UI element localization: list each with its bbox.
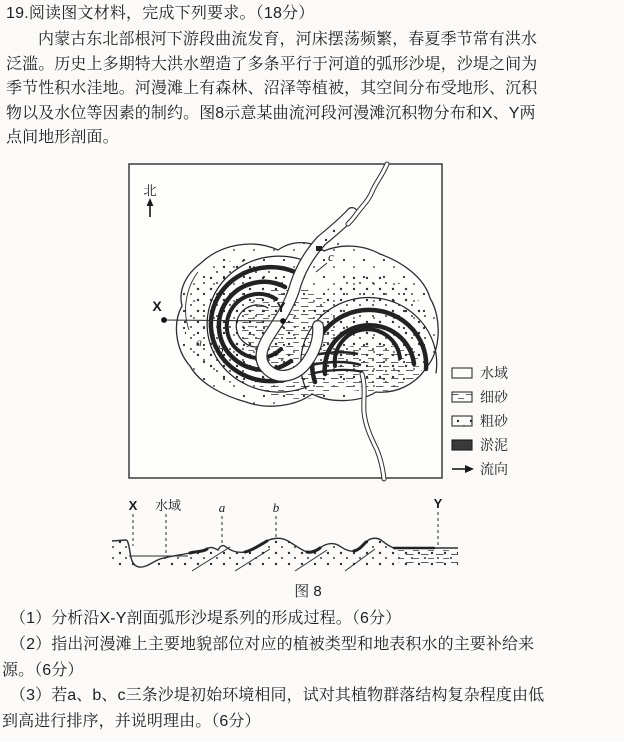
sub-question-1: （1）分析沿X-Y剖面弧形沙堤系列的形成过程。（6分） <box>10 610 402 627</box>
point-y <box>280 318 286 324</box>
legend-item-water <box>452 365 508 381</box>
map-y-label: Y <box>276 299 286 315</box>
profile-x-label: X <box>128 498 138 513</box>
water-swatch-icon <box>452 368 472 378</box>
sub-question-2-cont: 源。（6分） <box>2 661 84 679</box>
intro-line: 季节性积水洼地。河漫滩上有森林、沼泽等植被，其空间分布受地形、沉积 <box>6 80 538 97</box>
figure-8 <box>0 160 624 606</box>
point-x <box>161 317 167 323</box>
legend-label: 水域 <box>480 365 508 381</box>
meander-map <box>129 164 442 479</box>
map-c-label: c <box>328 249 334 264</box>
sub-question-3-cont: 到高进行排序，并说明理由。（6分） <box>2 713 261 731</box>
intro-line: 点间地形剖面。 <box>6 129 119 146</box>
sub-question-3: （3）若a、b、c三条沙堤初始环境相同，试对其植物群落结构复杂程度由低 <box>10 687 545 705</box>
fine-sand-swatch-icon <box>452 392 472 402</box>
intro-line: 物以及水位等因素的制约。图8示意某曲流河段河漫滩沉积物分布和X、Y两 <box>6 104 536 122</box>
sub-questions <box>0 606 624 735</box>
coarse-sand-swatch-icon <box>452 416 472 426</box>
silt-swatch-icon <box>452 440 472 450</box>
terrain-profile <box>112 496 458 571</box>
profile-b-label: b <box>272 500 280 515</box>
legend-label: 细砂 <box>480 389 508 405</box>
question-header: 19.阅读图文材料，完成下列要求。（18分） <box>6 5 315 22</box>
legend-item-coarse-sand <box>452 413 509 429</box>
sub-question-2: （2）指出河漫滩上主要地貌部位对应的植被类型和地表积水的主要补给来 <box>10 635 535 653</box>
north-label: 北 <box>143 183 157 198</box>
profile-a-label: a <box>218 500 226 515</box>
intro-line: 泛滥。历史上多期特大洪水塑造了多条平行于河道的弧形沙堤，沙堤之间为 <box>6 55 538 73</box>
legend-item-silt <box>452 437 508 453</box>
legend-label: 淤泥 <box>480 437 508 453</box>
legend-item-fine-sand <box>452 389 509 405</box>
map-b-label: b <box>217 342 224 357</box>
legend-label: 流向 <box>480 461 508 477</box>
legend-label: 粗砂 <box>480 413 508 429</box>
figure-caption: 图 8 <box>294 583 322 600</box>
intro-line: 内蒙古东北部根河下游段曲流发育，河床摆荡频繁，春夏季节常有洪水 <box>38 31 538 48</box>
profile-y-label: Y <box>433 496 443 511</box>
map-a-label: a <box>196 335 202 349</box>
profile-water-label: 水域 <box>154 498 182 513</box>
legend-item-flow <box>452 461 508 477</box>
intro-paragraph <box>6 28 620 151</box>
map-x-label: X <box>152 298 162 314</box>
profile-fine-sand-right <box>398 550 458 566</box>
map-legend <box>452 365 509 477</box>
